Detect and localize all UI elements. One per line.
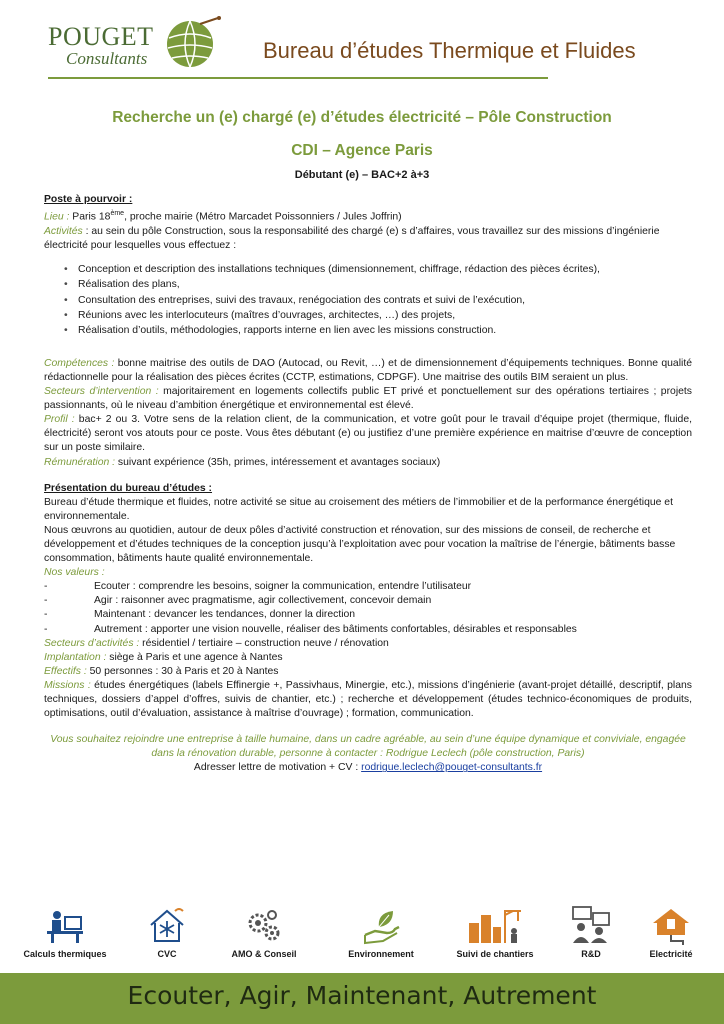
services-icon-row (0, 905, 724, 967)
hand-leaf-icon (359, 905, 403, 945)
header-title: Bureau d’études Thermique et Fluides (263, 38, 636, 63)
missions-text: études énergétiques (labels Effinergie +, Passivhaus, Minergie, etc.), missions d’ingénierie (avant-projet détaillé, descriptif, plans techniques, dossiers d’appel d’offres, suivis de chantier, etc.) ; recherche et développement (études technico-économiques de produits, optimisations, outil d’évaluation, assistance à maîtrise d’ouvrage) ; formation, communication. (44, 679, 692, 720)
missions-label: Missions : (44, 679, 91, 691)
globe-icon (160, 16, 224, 70)
job-title: Recherche un (e) chargé (e) d’études électricité – Pôle Construction (112, 109, 612, 126)
remuneration-text: suivant expérience (35h, primes, intéressement et avantages sociaux) (115, 456, 441, 468)
effectifs-line (44, 665, 692, 679)
list-item: • Conception et description des installations techniques (dimensionnement, chiffrage, rédaction des pièces écrites), (78, 262, 692, 277)
job-description (44, 193, 692, 776)
service-label: Environnement (348, 949, 414, 959)
valeur-row: - Maintenant : devancer les tendances, donner la direction (44, 608, 692, 622)
implantation-line (44, 651, 692, 665)
activites-text: : au sein du pôle Construction, sous la responsabilité des chargé (e) s d’affaires, vous travaillez sur des missions d’ingénierie électricité pour lesquelles vous effectuez : (44, 225, 660, 251)
valeur-row: - Autrement : apporter une vision nouvelle, réaliser des bâtiments confortables, désirables et responsables (44, 623, 692, 637)
service-label: AMO & Conseil (231, 949, 297, 959)
contact-email-link[interactable]: rodrigue.leclech@pouget-consultants.fr (361, 762, 543, 774)
footer-slogan: Ecouter, Agir, Maintenant, Autrement (127, 981, 597, 1010)
secteurs-line (44, 385, 692, 413)
competences-text: bonne maitrise des outils de DAO (Autocad, ou Revit, …) et de dimensionnement d’équipements techniques. Bonne qualité rédactionnelle pour la réalisation des pièces écrites (CCTP, estimations, CDPGF). Une maitrise des outils BIM seraient un plus. (44, 357, 692, 383)
footer-banner (0, 973, 724, 1024)
valeurs-label: Nos valeurs : (44, 567, 105, 579)
valeur-text: Autrement : apporter une vision nouvelle, réaliser des bâtiments confortables, désirables et responsables (94, 623, 577, 635)
bureau-paragraph-1: Bureau d’étude thermique et fluides, notre activité se situe au croisement des métiers de l’immobilier et de la performance énergétique et environnementale. (44, 496, 673, 522)
effectifs-label: Effectifs : (44, 665, 87, 677)
list-item: • Réalisation d’outils, méthodologies, rapports interne en lien avec les missions construction. (78, 323, 692, 338)
job-contract: CDI – Agence Paris (291, 142, 433, 159)
remuneration-line (44, 456, 692, 470)
desk-worker-icon (43, 905, 87, 945)
effectifs-text: 50 personnes : 30 à Paris et 20 à Nantes (86, 665, 279, 677)
secteurs-text: majoritairement en logements collectifs public ET privé et ponctuellement sur des opérations tertiaires ; projets passionnants, où le niveau d’ambition énergétique et environnemental est élevé. (44, 386, 692, 412)
logo-subtitle: Consultants (66, 49, 148, 68)
construction-site-icon (465, 905, 525, 945)
secteurs-activites-label: Secteurs d’activités : (44, 637, 140, 649)
service-calculs-thermiques (20, 905, 110, 959)
service-label: R&D (581, 949, 601, 959)
service-electricite (638, 905, 704, 959)
closing-text: Vous souhaitez rejoindre une entreprise à taille humaine, dans un cadre agréable, au sein d’une équipe dynamique et conviviale, engagée dans la rénovation durable, personne à contacter : Rodrigue Leclech (pôle construction, Paris) (50, 734, 686, 760)
bureau-paragraph-2: Nous œuvrons au quotidien, autour de deux pôles d’activité construction et rénovation, sur des missions de conseil, de recherche et développement et d’études techniques de la conception jusqu’à l’exploitation avec pour vocation la maîtrise de l’énergie, bâtiments basse consommation, bâtiments haute qualité environnementale. (44, 524, 676, 565)
implantation-text: siège à Paris et une agence à Nantes (106, 651, 283, 663)
activites-line (44, 225, 692, 253)
service-rd (560, 905, 622, 959)
service-amo-conseil (222, 905, 306, 959)
house-snowflake-icon (145, 905, 189, 945)
valeur-row: - Agir : raisonner avec pragmatisme, agir collectivement, concevoir demain (44, 594, 692, 608)
secteurs-activites-line (44, 637, 692, 651)
job-level: Débutant (e) – BAC+2 à+3 (294, 169, 430, 181)
profil-line (44, 413, 692, 455)
lieu-text-a: Paris 18 (69, 211, 111, 223)
company-logo (48, 16, 228, 74)
apply-text: Adresser lettre de motivation + CV : (193, 762, 362, 774)
service-cvc (132, 905, 202, 959)
valeur-text: Ecouter : comprendre les besoins, soigner la communication, entendre l’utilisateur (94, 581, 472, 593)
secteurs-activites-text: résidentiel / tertiaire – construction neuve / rénovation (139, 637, 389, 649)
missions-line (44, 679, 692, 721)
poste-heading: Poste à pourvoir : (44, 194, 133, 205)
bureau-heading: Présentation du bureau d’études : (44, 482, 213, 494)
remuneration-label: Rémunération : (44, 456, 116, 468)
lieu-line (44, 207, 692, 225)
logo-name: POUGET (48, 22, 154, 51)
valeur-text: Agir : raisonner avec pragmatisme, agir collectivement, concevoir demain (94, 595, 432, 607)
valeur-row: - Ecouter : comprendre les besoins, soigner la communication, entendre l’utilisateur (44, 580, 692, 594)
lieu-sup: ème (110, 210, 125, 218)
valeur-text: Maintenant : devancer les tendances, donner la direction (94, 609, 356, 621)
secteurs-label: Secteurs d’intervention : (44, 386, 159, 398)
competences-line (44, 357, 692, 385)
list-item: • Consultation des entreprises, suivi des travaux, renégociation des contrats et suivi de l’exécution, (78, 293, 692, 308)
gears-icon (242, 905, 286, 945)
service-label: Suivi de chantiers (456, 949, 534, 959)
implantation-label: Implantation : (44, 651, 107, 663)
research-people-icon (569, 905, 613, 945)
lieu-label: Lieu : (44, 211, 70, 223)
house-plug-icon (649, 905, 693, 945)
header-divider (48, 77, 548, 79)
list-item: • Réunions avec les interlocuteurs (maîtres d’ouvrages, architectes, …) des projets, (78, 308, 692, 323)
apply-line (44, 761, 692, 775)
service-suivi-chantiers (448, 905, 542, 959)
service-label: Calculs thermiques (23, 949, 107, 959)
profil-text: bac+ 2 ou 3. Votre sens de la relation client, de la communication, et votre goût pour le travail d’équipe projet (thermique, fluide, électricité) seront vos atouts pour ce poste. Vous êtes débutant (e) ou justifiez d’une première expérience en maitrise d’œuvre de conception sur un poste similaire. (44, 414, 692, 454)
service-label: Electricité (649, 949, 693, 959)
list-item: • Réalisation des plans, (78, 277, 692, 292)
activities-list (44, 262, 692, 339)
profil-label: Profil : (44, 414, 75, 426)
service-label: CVC (157, 949, 177, 959)
lieu-text-b: , proche mairie (Métro Marcadet Poissonniers / Jules Joffrin) (124, 211, 402, 223)
service-environnement (336, 905, 426, 959)
activites-label: Activités (44, 225, 83, 237)
competences-label: Compétences : (44, 357, 115, 369)
